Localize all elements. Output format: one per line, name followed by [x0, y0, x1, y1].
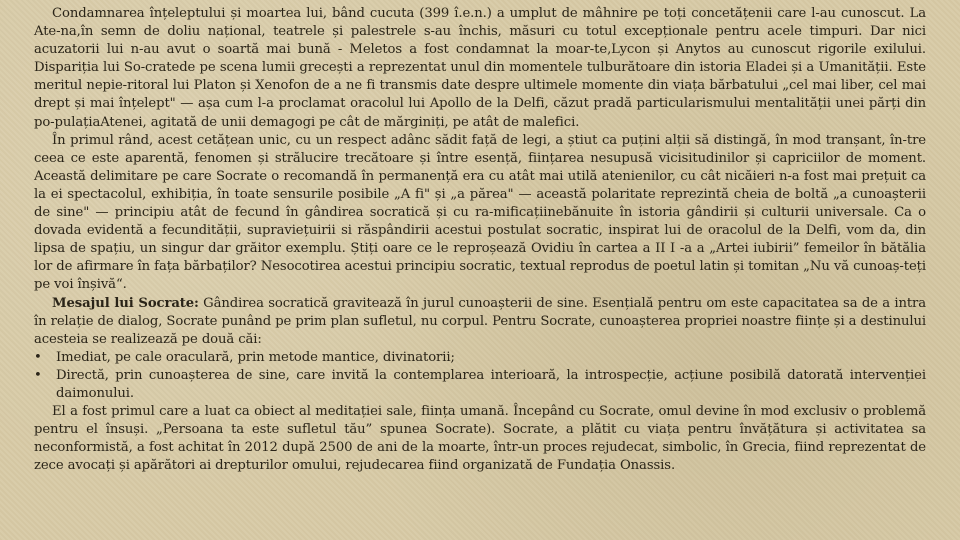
- bullet-icon: •: [34, 349, 42, 365]
- list-item-text: Directă, prin cunoașterea de sine, care invită la contemplarea interioară, la introspecție, acțiune posibilă datorată intervenției daimonului.: [56, 367, 926, 401]
- ways-list: [34, 349, 926, 403]
- list-item: [34, 349, 926, 367]
- list-item-text: Imediat, pe cale oraculară, prin metode mantice, divinatorii;: [56, 349, 455, 365]
- bullet-icon: •: [34, 367, 42, 383]
- list-item: [34, 367, 926, 403]
- paragraph-knowledge: În primul rând, acest cetățean unic, cu un respect adânc sădit față de legi, a știut ca puțini alții să distingă, în mod tranșant, în-tre ceea ce este aparentă, fenomen și strălucire trecătoare și între esență, ființarea nesupusă vicisitudinilor și capriciilor de moment. Această delimitare pe care Socrate o recomandă în permanență era cu atât mai utilă atenienilor, cu cât nicăieri n-a fost mai prețuit ca la ei spectacolul, exhibiția, în toate sensurile posibile „A fi" și „a părea" — această polaritate reprezintă cheia de boltă „a cunoașterii de sine" — principiu atât de fecund în gândirea socratică și cu ra-mificațiinebănuite în istoria gândirii și culturii universale. Ca o dovada evidentă a fecundității, supraviețuirii si răspândirii acestui postulat socratic, inspirat lui de oracolul de la Delfi, vom da, din lipsa de spațiu, un singur dar grăitor exemplu. Știți oare ce le reproșează Ovidiu în cartea a II I -a a „Artei iubirii” femeilor în bătălia lor de afirmare în fața bărbaților? Nesocotirea acestui principiu socratic, textual reprodus de poetul latin și tomitan „Nu vă cunoaș-teți pe voi înșivă“.: [34, 132, 926, 293]
- message-body: Gândirea socratică gravitează în jurul cunoașterii de sine. Esențială pentru om este capacitatea sa de a intra în relație de dialog, Socrate punând pe prim plan sufletul, nu corpul. Pentru Socrate, cunoașterea propriei noastre ființe și a destinului acesteia se realizează pe două căi:: [34, 295, 927, 347]
- paragraph-message: [34, 295, 926, 349]
- section-heading: Mesajul lui Socrate:: [52, 295, 199, 311]
- paragraph-condemnation: Condamnarea înțeleptului și moartea lui, bând cucuta (399 î.e.n.) a umplut de mâhnire pe toți concetățenii care l-au cunoscut. La Ate-na,în semn de doliu național, teatrele și palestrele s-au închis, măsuri cu totul excepționale pentru acele timpuri. Dar nici acuzatorii lui n-au avut o soartă mai bună - Meletos a fost condamnat la moar-te,Lycon și Anytos au cunoscut rigorile exilului. Dispariția lui So-cratede pe scena lumii grecești a reprezentat unul din momentele tulburătoare din istoria Eladei și a Umanității. Este meritul nepie-ritoral lui Platon și Xenofon de a ne fi transmis date despre ultimele momente din viața bărbatului „cel mai liber, cel mai drept și mai înțelept" — așa cum l-a proclamat oracolul lui Apollo de la Delfi, căzut pradă particularismului mentalității unei părți din po-pulațiaAtenei, agitată de unii demagogi pe cât de mărginiți, pe atât de malefici.: [34, 6, 926, 130]
- paragraph-legacy: El a fost primul care a luat ca obiect al meditației sale, ființa umană. Începând cu Socrate, omul devine în mod exclusiv o problemă pentru el însuși. „Persoana ta este sufletul tău” spunea Socrate). Socrate, a plătit cu viața pentru învățătura și activitatea sa neconformistă, a fost achitat în 2012 după 2500 de ani de la moarte, într-un proces rejudecat, simbolic, în Grecia, fiind reprezentat de zece avocați și apărători ai drepturilor omului, rejudecarea fiind organizată de Fundația Onassis.: [34, 404, 926, 474]
